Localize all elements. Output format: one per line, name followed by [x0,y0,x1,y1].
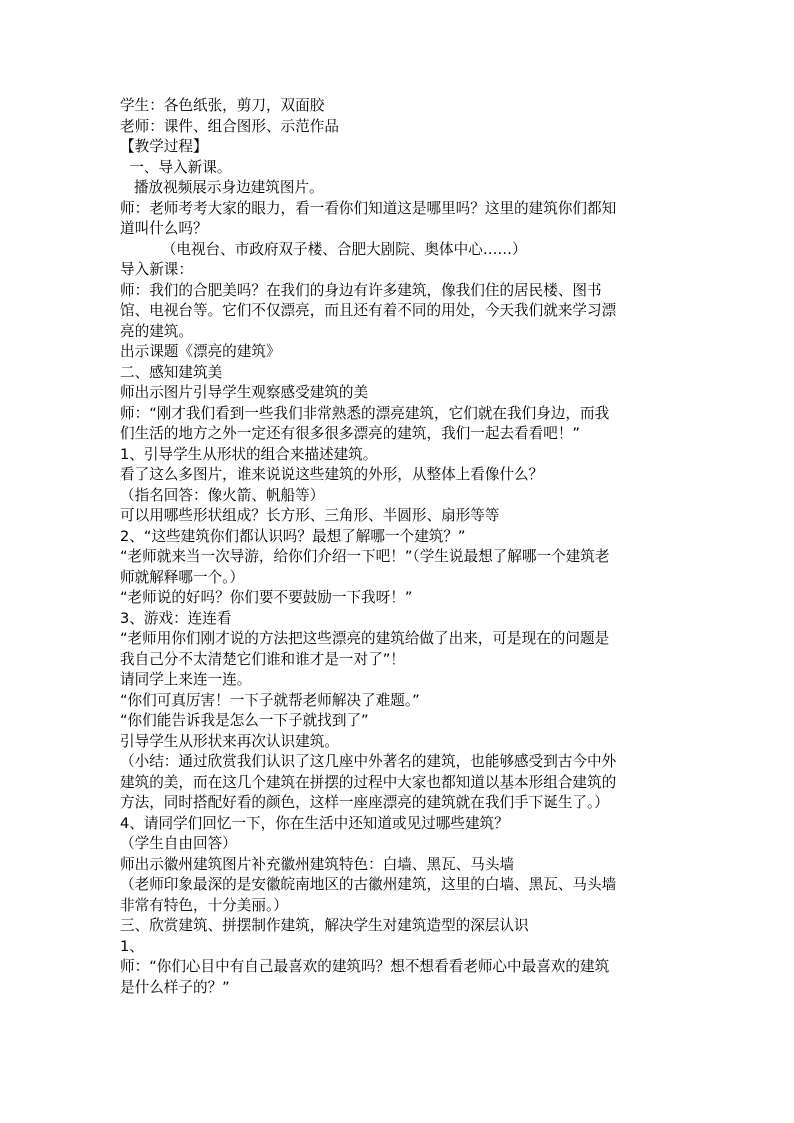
text-line: 请同学上来连一连。 [120,671,252,688]
text-line: 学生：各色纸张，剪刀，双面胶 [120,97,325,114]
section-heading: 三、欣赏建筑、拼摆制作建筑，解决学生对建筑造型的深层认识 [120,917,529,934]
text-line: “老师就来当一次导游，给你们介绍一下吧！”（学生说最想了解哪一个建筑老 [120,548,610,565]
text-line: 我自己分不太清楚它们谁和谁才是一对了”！ [120,650,405,668]
section-heading: 一、导入新课。 [120,158,232,176]
text-line: 师出示徽州建筑图片补充徽州建筑特色：白墙、黑瓦、马头墙 [120,855,515,873]
text-line: （小结：通过欣赏我们认识了这几座中外著名的建筑，也能够感受到古今中外 [120,753,617,770]
text-line: 2、“这些建筑你们都认识吗？最想了解哪一个建筑？” [120,527,466,545]
text-line: 可以用哪些形状组成？长方形、三角形、半圆形、扇形等等 [120,507,500,524]
text-line: 非常有特色，十分美丽。） [120,896,288,914]
text-line: 方法，同时搭配好看的颜色，这样一座座漂亮的建筑就在我们手下诞生了。） [120,794,609,811]
section-heading: 二、感知建筑美 [120,363,223,381]
text-line: “你们能告诉我是怎么一下子就找到了” [120,712,369,729]
document-page [120,96,680,998]
text-line: 引导学生从形状来再次认识建筑。 [120,732,339,750]
section-heading: 【教学过程】 [120,138,208,155]
text-line: 3、游戏：连连看 [120,609,232,627]
text-line: 建筑的美，而在这几个建筑在拼摆的过程中大家也都知道以基本形组合建筑的 [120,773,617,791]
text-line: 4、请同学们回忆一下，你在生活中还知道或见过哪些建筑？ [120,814,509,832]
text-line: 亮的建筑。 [120,322,193,340]
text-line: 师：“你们心目中有自己最喜欢的建筑吗？想不想看看老师心中最喜欢的建筑 [120,958,610,975]
text-line: 师：我们的合肥美吗？在我们的身边有许多建筑，像我们住的居民楼、图书 [120,281,602,299]
text-line: 1、引导学生从形状的组合来描述建筑。 [120,445,378,463]
text-line: 师：老师考考大家的眼力，看一看你们知道这是哪里吗？这里的建筑你们都知 [120,199,617,217]
text-line: 们生活的地方之外一定还有很多很多漂亮的建筑，我们一起去看看吧！” [120,425,580,442]
text-line: “老师用你们刚才说的方法把这些漂亮的建筑给做了出来，可是现在的问题是 [120,630,610,647]
text-line: “老师说的好吗？你们要不要鼓励一下我呀！” [120,589,413,606]
text-line: （指名回答：像火箭、帆船等） [120,486,325,504]
text-line: （老师印象最深的是安徽皖南地区的古徽州建筑，这里的白墙、黑瓦、马头墙 [120,876,617,893]
text-line: 是什么样子的？” [120,978,230,996]
text-line: 1、 [120,937,144,955]
text-line: 老师：课件、组合图形、示范作品 [120,117,339,135]
text-line: 馆、电视台等。它们不仅漂亮，而且还有着不同的用处，今天我们就来学习漂 [120,302,617,319]
text-line: 播放视频展示身边建筑图片。 [120,179,324,196]
text-line: 出示课题《漂亮的建筑》 [120,343,281,360]
text-line: 导入新课： [120,261,193,278]
text-line: 师就解释哪一个。） [120,568,245,586]
text-line: 道叫什么吗？ [120,220,208,237]
text-line: “你们可真厉害！一下子就帮老师解决了难题。” [120,691,420,709]
text-line: 师出示图片引导学生观察感受建筑的美 [120,384,369,401]
text-line: （电视台、市政府双子楼、合肥大剧院、奥体中心……） [120,240,527,258]
text-line: （学生自由回答） [120,835,237,852]
text-line: 师：“刚才我们看到一些我们非常熟悉的漂亮建筑，它们就在我们身边，而我 [120,404,610,422]
text-line: 看了这么多图片，谁来说说这些建筑的外形，从整体上看像什么？ [120,466,544,483]
